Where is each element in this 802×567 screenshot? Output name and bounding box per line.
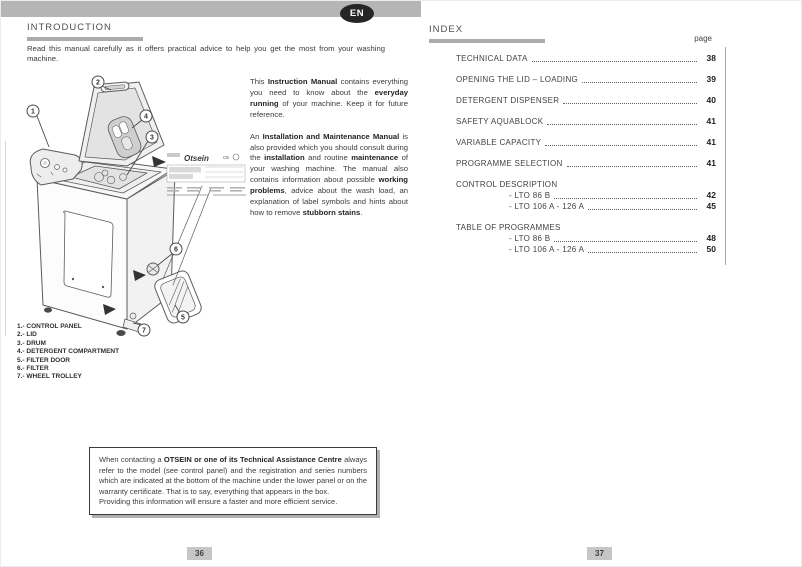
machine-service-panel <box>64 211 114 297</box>
dot-leader <box>545 145 697 146</box>
text: An <box>250 131 263 141</box>
dot-leader <box>554 198 697 199</box>
instruction-manual-paragraph <box>250 77 408 121</box>
index-entry <box>429 137 716 148</box>
svg-text:1: 1 <box>31 108 35 116</box>
dot-leader <box>532 61 697 62</box>
part-item: 2.- LID <box>17 331 37 339</box>
dot-leader <box>563 103 697 104</box>
bold-text: working problems <box>250 175 408 196</box>
index-entry-label: - LTO 86 B <box>509 191 551 200</box>
svg-text:7: 7 <box>142 327 146 335</box>
svg-text:4: 4 <box>144 113 148 121</box>
text: , advice about the wash load, an explanation of label symbols and hints about how to remove <box>250 186 408 217</box>
introduction-heading-rule <box>27 37 143 41</box>
bold-text: maintenance <box>351 153 399 163</box>
index-entry-page: 50 <box>706 244 716 254</box>
part-item: 4.- DETERGENT COMPARTMENT <box>17 348 120 356</box>
text: contains everything you need to know about the <box>250 77 408 97</box>
index-entry-label: - LTO 106 A - 126 A <box>509 202 585 211</box>
index-entry <box>429 179 716 190</box>
index-entry-page: 40 <box>706 95 716 105</box>
index-entry-page: 38 <box>706 53 716 63</box>
callout-4 <box>140 110 152 122</box>
index-entry-label: VARIABLE CAPACITY <box>456 138 542 147</box>
index-entry-label: SAFETY AQUABLOCK <box>456 117 544 126</box>
index-entry <box>429 201 716 212</box>
text: and routine <box>304 153 352 163</box>
assistance-note-box <box>89 447 377 515</box>
language-badge: EN <box>340 4 374 23</box>
callout-6 <box>170 243 182 255</box>
index-entry-label: TECHNICAL DATA <box>456 54 528 63</box>
index-entry-label: OPENING THE LID – LOADING <box>456 75 579 84</box>
dot-leader <box>554 241 697 242</box>
index-heading: INDEX <box>429 24 464 35</box>
svg-text:2: 2 <box>96 79 100 87</box>
introduction-heading: INTRODUCTION <box>27 22 112 33</box>
index-list <box>429 53 716 255</box>
dot-leader <box>567 166 697 167</box>
index-entry <box>429 158 716 169</box>
index-entry-label: CONTROL DESCRIPTION <box>456 180 558 189</box>
index-entry <box>429 53 716 64</box>
part-item: 1.- CONTROL PANEL <box>17 323 82 330</box>
page-column-label: page <box>694 34 712 43</box>
callout-3 <box>146 131 158 143</box>
index-entry <box>429 74 716 85</box>
manual-description-column <box>250 77 408 230</box>
dot-leader <box>547 124 697 125</box>
index-entry-label: TABLE OF PROGRAMMES <box>456 223 561 232</box>
callout-2 <box>92 76 104 88</box>
rating-label-brand: Otsein <box>184 154 209 163</box>
bold-text: stubborn stains <box>302 207 361 217</box>
text: . <box>360 207 363 217</box>
text: of your machine. Keep it for future reference. <box>250 98 408 119</box>
index-entry <box>429 95 716 106</box>
index-entry-page: 41 <box>706 158 716 168</box>
dot-leader <box>588 252 697 253</box>
text: This <box>250 77 268 86</box>
arrow-icon <box>152 156 166 167</box>
index-entry-page: 41 <box>706 137 716 147</box>
index-entry-label: - LTO 106 A - 126 A <box>509 245 585 254</box>
index-entry <box>429 222 716 233</box>
text: always refer to the model (see control panel) and the registration and series numbers which are indicated at the bottom of the machine under the lower panel or on the warranty certificate. That is to say, everything that appears in the box. <box>99 455 367 496</box>
index-entry <box>429 244 716 255</box>
index-entry-page: 41 <box>706 116 716 126</box>
maintenance-manual-paragraph <box>250 132 408 219</box>
scan-left-edge <box>5 141 6 336</box>
callout-5 <box>177 311 189 323</box>
bold-text: Installation and Maintenance Manual <box>262 131 400 141</box>
intro-paragraph: Read this manual carefully as it offers practical advice to help you get the most from your washing machine. <box>27 44 385 63</box>
index-entry-label: - LTO 86 B <box>509 234 551 243</box>
assistance-note-text <box>99 455 367 497</box>
part-item: 7.- WHEEL TROLLEY <box>17 373 82 381</box>
index-entry-page: 48 <box>706 233 716 243</box>
part-item: 6.- FILTER <box>17 365 49 373</box>
svg-text:6: 6 <box>174 246 178 254</box>
bold-text: installation <box>264 153 305 163</box>
assistance-note-text-2: Providing this information will ensure a faster and more efficient service. <box>99 497 338 507</box>
parts-legend <box>17 323 119 382</box>
svg-text:5: 5 <box>181 314 185 322</box>
bold-text: OTSEIN or one of its Technical Assistance Centre <box>163 455 342 464</box>
left-page-number: 36 <box>187 547 212 560</box>
dot-leader <box>582 82 697 83</box>
dot-leader <box>588 209 697 210</box>
index-entry-page: 45 <box>706 201 716 211</box>
index-entry <box>429 190 716 201</box>
index-right-rule <box>725 47 726 265</box>
text: When contacting a <box>99 455 164 464</box>
index-entry-label: PROGRAMME SELECTION <box>456 159 563 168</box>
right-page-number: 37 <box>587 547 612 560</box>
index-entry <box>429 116 716 127</box>
text: of your washing machine. The manual also contains information about possible <box>250 153 408 185</box>
ce-mark: CE <box>223 155 230 160</box>
index-entry <box>429 233 716 244</box>
callout-1 <box>27 105 39 117</box>
svg-text:3: 3 <box>150 134 154 142</box>
index-entry-label: DETERGENT DISPENSER <box>456 96 560 105</box>
text: is also provided which you should consult during the <box>250 131 409 163</box>
callout-7 <box>138 324 150 336</box>
part-item: 5.- FILTER DOOR <box>17 356 70 364</box>
rating-label <box>167 153 246 195</box>
index-entry-page: 42 <box>706 190 716 200</box>
washing-machine-illustration <box>15 73 250 341</box>
bold-text: everyday running <box>250 87 408 108</box>
part-item: 3.- DRUM <box>17 339 46 347</box>
index-entry-page: 39 <box>706 74 716 84</box>
bold-text: Instruction Manual <box>267 77 338 86</box>
